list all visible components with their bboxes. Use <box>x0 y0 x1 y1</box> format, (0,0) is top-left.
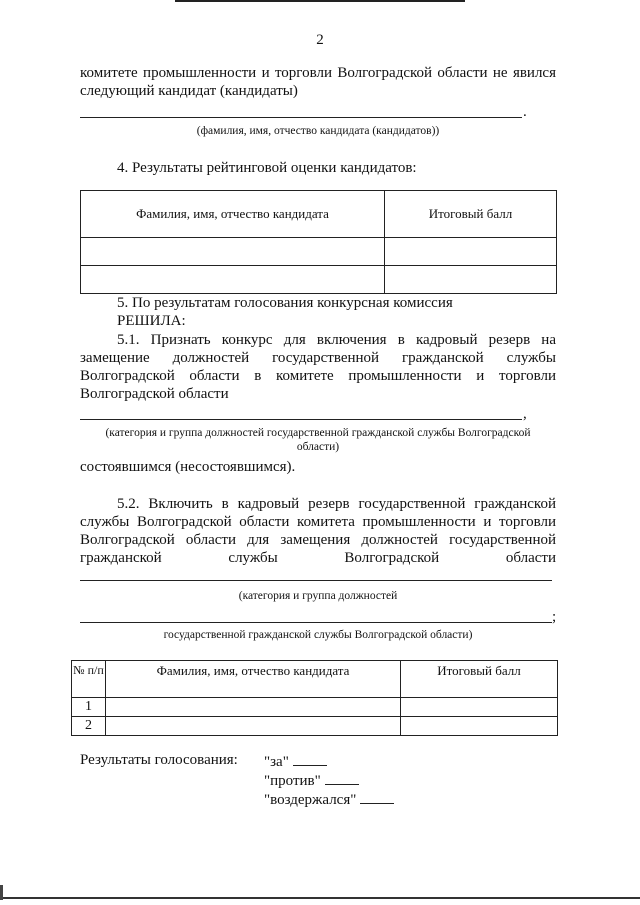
table-row <box>72 717 558 736</box>
vote-against-label: "против" <box>264 773 321 789</box>
position-category-caption-line1: (категория и группа должностей государственной гражданской службы Волгоградской <box>105 427 531 439</box>
voting-label: Результаты голосования: <box>80 752 238 768</box>
scan-edge-bottom <box>0 897 640 899</box>
item52-line1: 5.2. Включить в кадровый резерв государственной гражданской <box>117 496 556 512</box>
table-header-row <box>81 191 557 238</box>
item52-line2: службы Волгоградской области комитета промышленности и торговли <box>80 514 556 530</box>
vote-for <box>264 751 327 771</box>
reserve-category-blank-line <box>80 580 552 581</box>
table-cell <box>106 717 401 736</box>
table-header-row <box>72 661 558 698</box>
column-header-number: № п/п <box>72 661 106 698</box>
candidate-name-caption: (фамилия, имя, отчество кандидата (кандидатов)) <box>196 125 440 137</box>
trailing-semicolon: ; <box>552 609 557 625</box>
table-cell <box>385 266 557 294</box>
table-cell <box>385 238 557 266</box>
table-row <box>81 238 557 266</box>
vote-abstained-blank <box>360 789 394 804</box>
page-number: 2 <box>316 32 324 48</box>
trailing-period: . <box>523 104 527 120</box>
position-category-caption-line2: области) <box>296 441 340 453</box>
item51-line2: замещение должностей государственной гражданской службы <box>80 350 556 366</box>
table-cell <box>81 238 385 266</box>
section4-heading: 4. Результаты рейтинговой оценки кандидатов: <box>117 160 417 176</box>
item51-line4: Волгоградской области <box>80 386 229 402</box>
candidate-name-blank-line <box>80 117 522 118</box>
table-row <box>81 266 557 294</box>
reserve-candidates-table <box>71 660 558 736</box>
row-number: 2 <box>72 717 106 736</box>
vote-against-blank <box>325 770 359 785</box>
vote-against <box>264 770 359 790</box>
vote-abstained <box>264 789 394 809</box>
item51-result: состоявшимся (несостоявшимся). <box>80 459 296 475</box>
reserve-category-caption2: государственной гражданской службы Волгоградской области) <box>163 629 473 641</box>
table-cell <box>106 698 401 717</box>
paragraph-absent-line1: комитете промышленности и торговли Волгоградской области не явился <box>80 65 556 81</box>
column-header-score: Итоговый балл <box>401 661 558 698</box>
reserve-service-blank-line <box>80 622 552 623</box>
table-cell <box>401 698 558 717</box>
position-category-blank-line <box>80 419 522 420</box>
scan-edge-left <box>0 885 3 900</box>
vote-abstained-label: "воздержался" <box>264 792 357 808</box>
paragraph-absent-line2: следующий кандидат (кандидаты) <box>80 83 298 99</box>
table-cell <box>81 266 385 294</box>
column-header-name: Фамилия, имя, отчество кандидата <box>106 661 401 698</box>
item51-line3: Волгоградской области в комитете промышленности и торговли <box>80 368 556 384</box>
scan-edge-top <box>175 0 465 2</box>
decided-label: РЕШИЛА: <box>117 313 186 329</box>
column-header-name: Фамилия, имя, отчество кандидата <box>81 191 385 238</box>
column-header-score: Итоговый балл <box>385 191 557 238</box>
rating-results-table <box>80 190 557 294</box>
table-row <box>72 698 558 717</box>
section5-heading: 5. По результатам голосования конкурсная комиссия <box>117 295 453 311</box>
table-cell <box>401 717 558 736</box>
trailing-comma: , <box>523 406 527 422</box>
item52-line4: гражданской службы Волгоградской области <box>80 550 556 566</box>
vote-for-label: "за" <box>264 754 289 770</box>
row-number: 1 <box>72 698 106 717</box>
item51-line1: 5.1. Признать конкурс для включения в кадровый резерв на <box>117 332 556 348</box>
item52-line3: Волгоградской области для замещения должностей государственной <box>80 532 556 548</box>
reserve-category-caption1: (категория и группа должностей <box>238 590 398 602</box>
vote-for-blank <box>293 751 327 766</box>
